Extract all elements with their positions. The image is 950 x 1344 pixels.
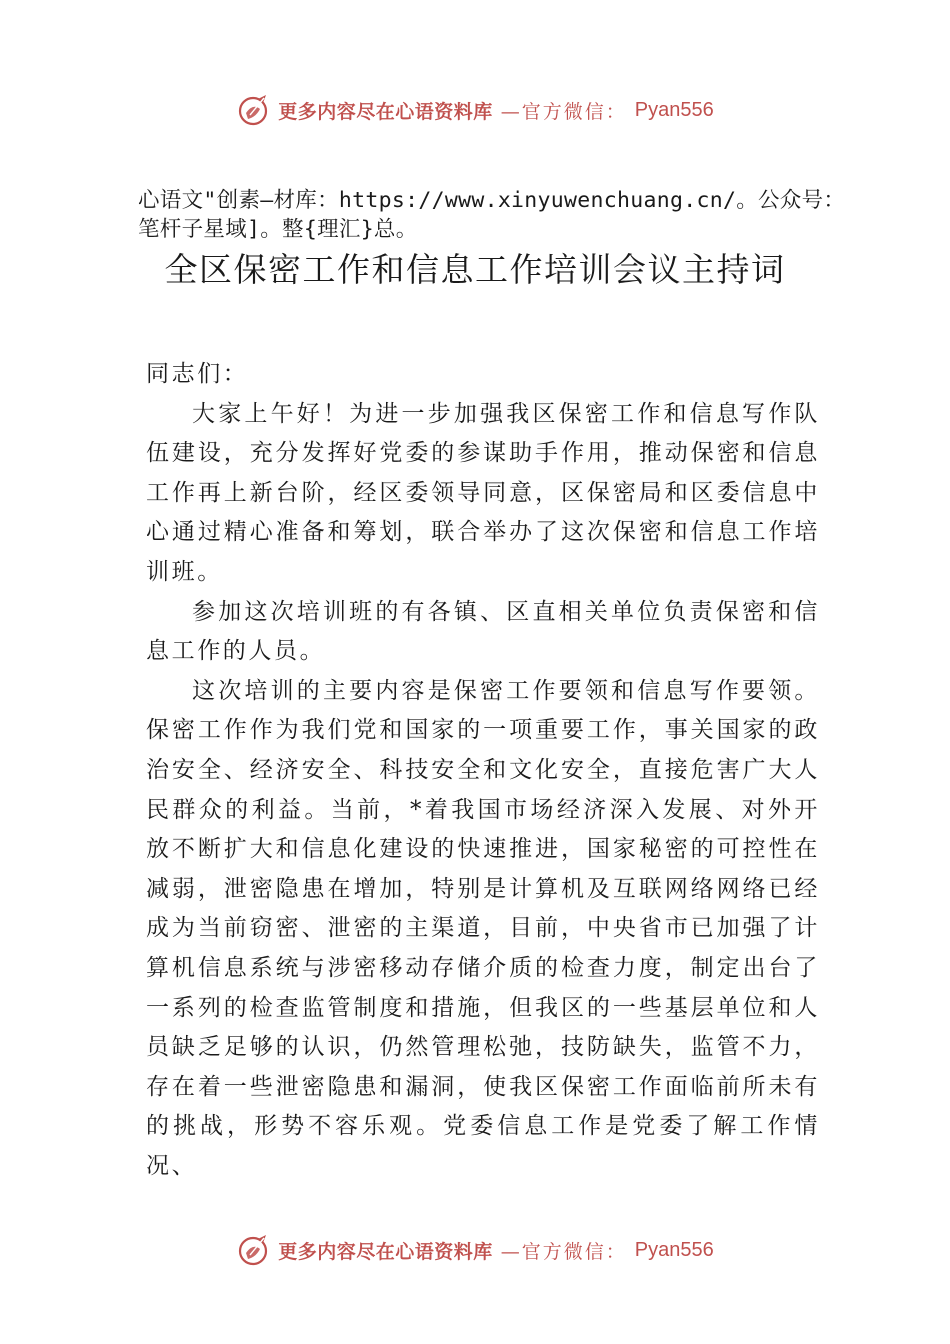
banner-wechat-id: Pyan556 <box>634 98 714 121</box>
banner-separator-text: —官方微信： <box>500 1240 627 1263</box>
source-line: 心语文"创素—材库：https://www.xinyuwenchuang.cn/。公众号：笔杆子星域]。整{理汇}总。 <box>138 188 846 242</box>
pen-heart-logo-icon <box>236 1233 270 1267</box>
header-watermark-banner <box>0 93 950 127</box>
salutation: 同志们： <box>146 361 249 387</box>
paragraph-1: 大家上午好！为进一步加强我区保密工作和信息写作队伍建设，充分发挥好党委的参谋助手作用，推动保密和信息工作再上新台阶，经区委领导同意，区保密局和区委信息中心通过精心准备和筹划，联合举办了这次保密和信息工作培训班。 <box>146 400 820 585</box>
document-title: 全区保密工作和信息工作培训会议主持词 <box>164 250 786 289</box>
paragraph-2: 参加这次培训班的有各镇、区直相关单位负责保密和信息工作的人员。 <box>146 598 820 665</box>
pen-heart-logo-icon <box>236 93 270 127</box>
document-body <box>146 355 820 1186</box>
banner-separator-text: —官方微信： <box>500 100 627 123</box>
banner-wechat-id: Pyan556 <box>634 1238 714 1261</box>
paragraph-3: 这次培训的主要内容是保密工作要领和信息写作要领。保密工作作为我们党和国家的一项重要工作，事关国家的政治安全、经济安全、科技安全和文化安全，直接危害广大人民群众的利益。当前，*着我国市场经济深入发展、对外开放不断扩大和信息化建设的快速推进，国家秘密的可控性在减弱，泄密隐患在增加，特别是计算机及互联网络网络已经成为当前窃密、泄密的主渠道，目前，中央省市已加强了计算机信息系统与涉密移动存储介质的检查力度，制定出台了一系列的检查监管制度和措施，但我区的一些基层单位和人员缺乏足够的认识，仍然管理松弛，技防缺失，监管不力，存在着一些泄密隐患和漏洞，使我区保密工作面临前所未有的挑战，形势不容乐观。党委信息工作是党委了解工作情况、 <box>146 677 820 1179</box>
banner-main-text: 更多内容尽在心语资料库 <box>278 100 493 123</box>
banner-main-text: 更多内容尽在心语资料库 <box>278 1240 493 1263</box>
footer-watermark-banner <box>0 1233 950 1267</box>
